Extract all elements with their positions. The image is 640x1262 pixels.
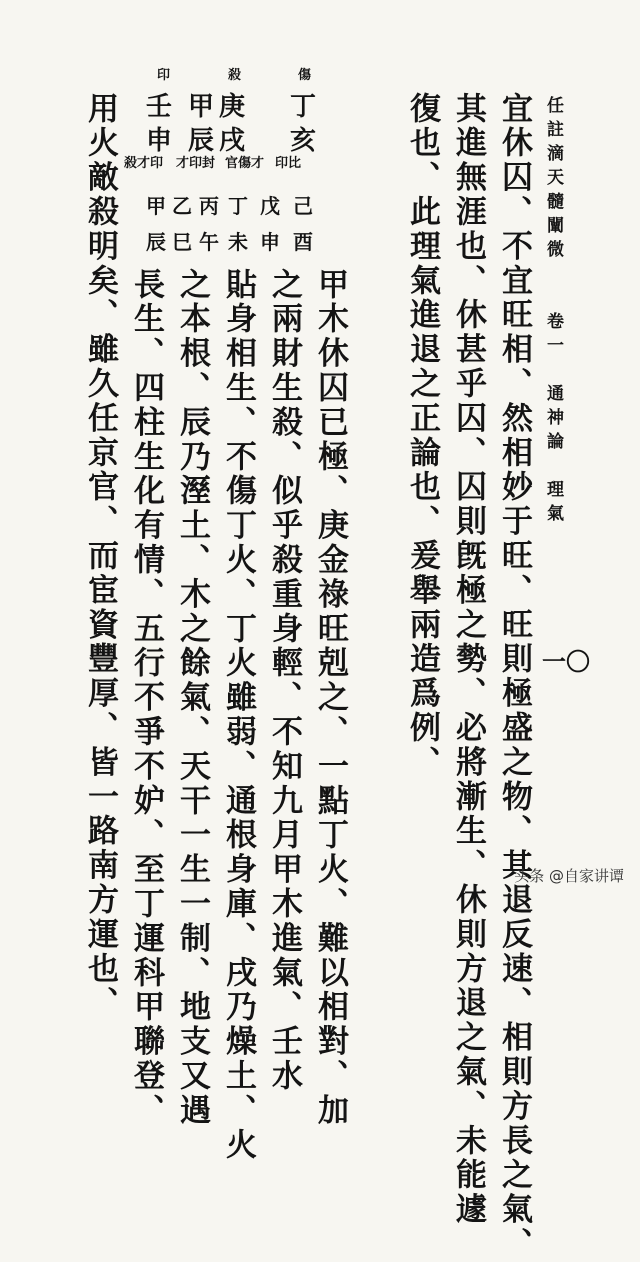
right-text-column-3: 復也、此理氣進退之正論也、爰舉兩造爲例、 [404,92,440,780]
chart-stem: 甲 [188,92,215,122]
luck-branch: 申 [260,230,280,254]
running-header [544,96,561,528]
right-text-column-1: 宜休囚、不宜旺相、然相妙于旺、旺則極盛之物、其退反速、相則方長之氣、 [496,92,532,1262]
watermark: 头条 @自家讲谭 [514,867,624,885]
chart-branch-note: 才印封 [176,156,216,171]
luck-stem: 丁 [228,194,248,218]
luck-stem: 甲 [146,194,166,218]
chart-stem: 丁 [290,92,317,122]
luck-stem: 乙 [172,194,192,218]
right-text-column-2: 其進無涯也、休甚乎囚、囚則旣極之勢、必將漸生、休則方退之氣、未能遽 [450,92,486,1228]
chart-top-note: 印 [157,68,171,83]
luck-branch: 辰 [146,230,166,254]
chart-branch: 申 [146,126,173,156]
page-number: 一〇 [542,647,590,676]
left-text-column-2: 之兩財生殺、似乎殺重身輕、不知九月甲木進氣、壬水 [266,268,302,1094]
section-label: 理氣 [543,480,563,528]
luck-stem: 丙 [199,194,219,218]
chart-branch-note: 印比 [275,156,302,171]
luck-branch: 未 [228,230,248,254]
luck-stem: 己 [293,194,313,218]
luck-stem: 戊 [260,194,280,218]
left-text-column-3: 貼身相生、不傷丁火、丁火雖弱、通根身庫、戌乃燥土、火 [220,268,256,1163]
chart-stem: 壬 [146,92,173,122]
luck-branch: 酉 [293,230,313,254]
left-text-column-1: 甲木休囚已極、庚金祿旺剋之、一點丁火、難以相對、加 [312,268,348,1128]
chart-stem: 庚 [219,92,246,122]
book-title: 任註滴天髓闡微 [543,96,563,264]
chart-branch: 戌 [219,126,246,156]
chart-branch-note: 殺才印 [124,156,164,171]
left-text-column-4: 之本根、辰乃溼土、木之餘氣、天干一生一制、地支又遇 [174,268,210,1128]
chart-branch: 辰 [188,126,215,156]
volume-label: 卷一 [543,312,563,360]
left-text-column-5: 長生、四柱生化有情、五行不爭不妒、至丁運科甲聯登、 [128,268,164,1128]
chart-branch: 亥 [290,126,317,156]
left-text-column-6: 用火敵殺明矣、雖久任京官、而宦資豐厚、皆一路南方運也、 [82,92,118,1021]
chart-branch-note: 官傷才 [225,156,265,171]
luck-branch: 午 [199,230,219,254]
chapter-label: 通神論 [543,384,563,456]
chart-top-note: 殺 [228,68,242,83]
chart-top-note: 傷 [298,68,312,83]
luck-branch: 巳 [172,230,192,254]
